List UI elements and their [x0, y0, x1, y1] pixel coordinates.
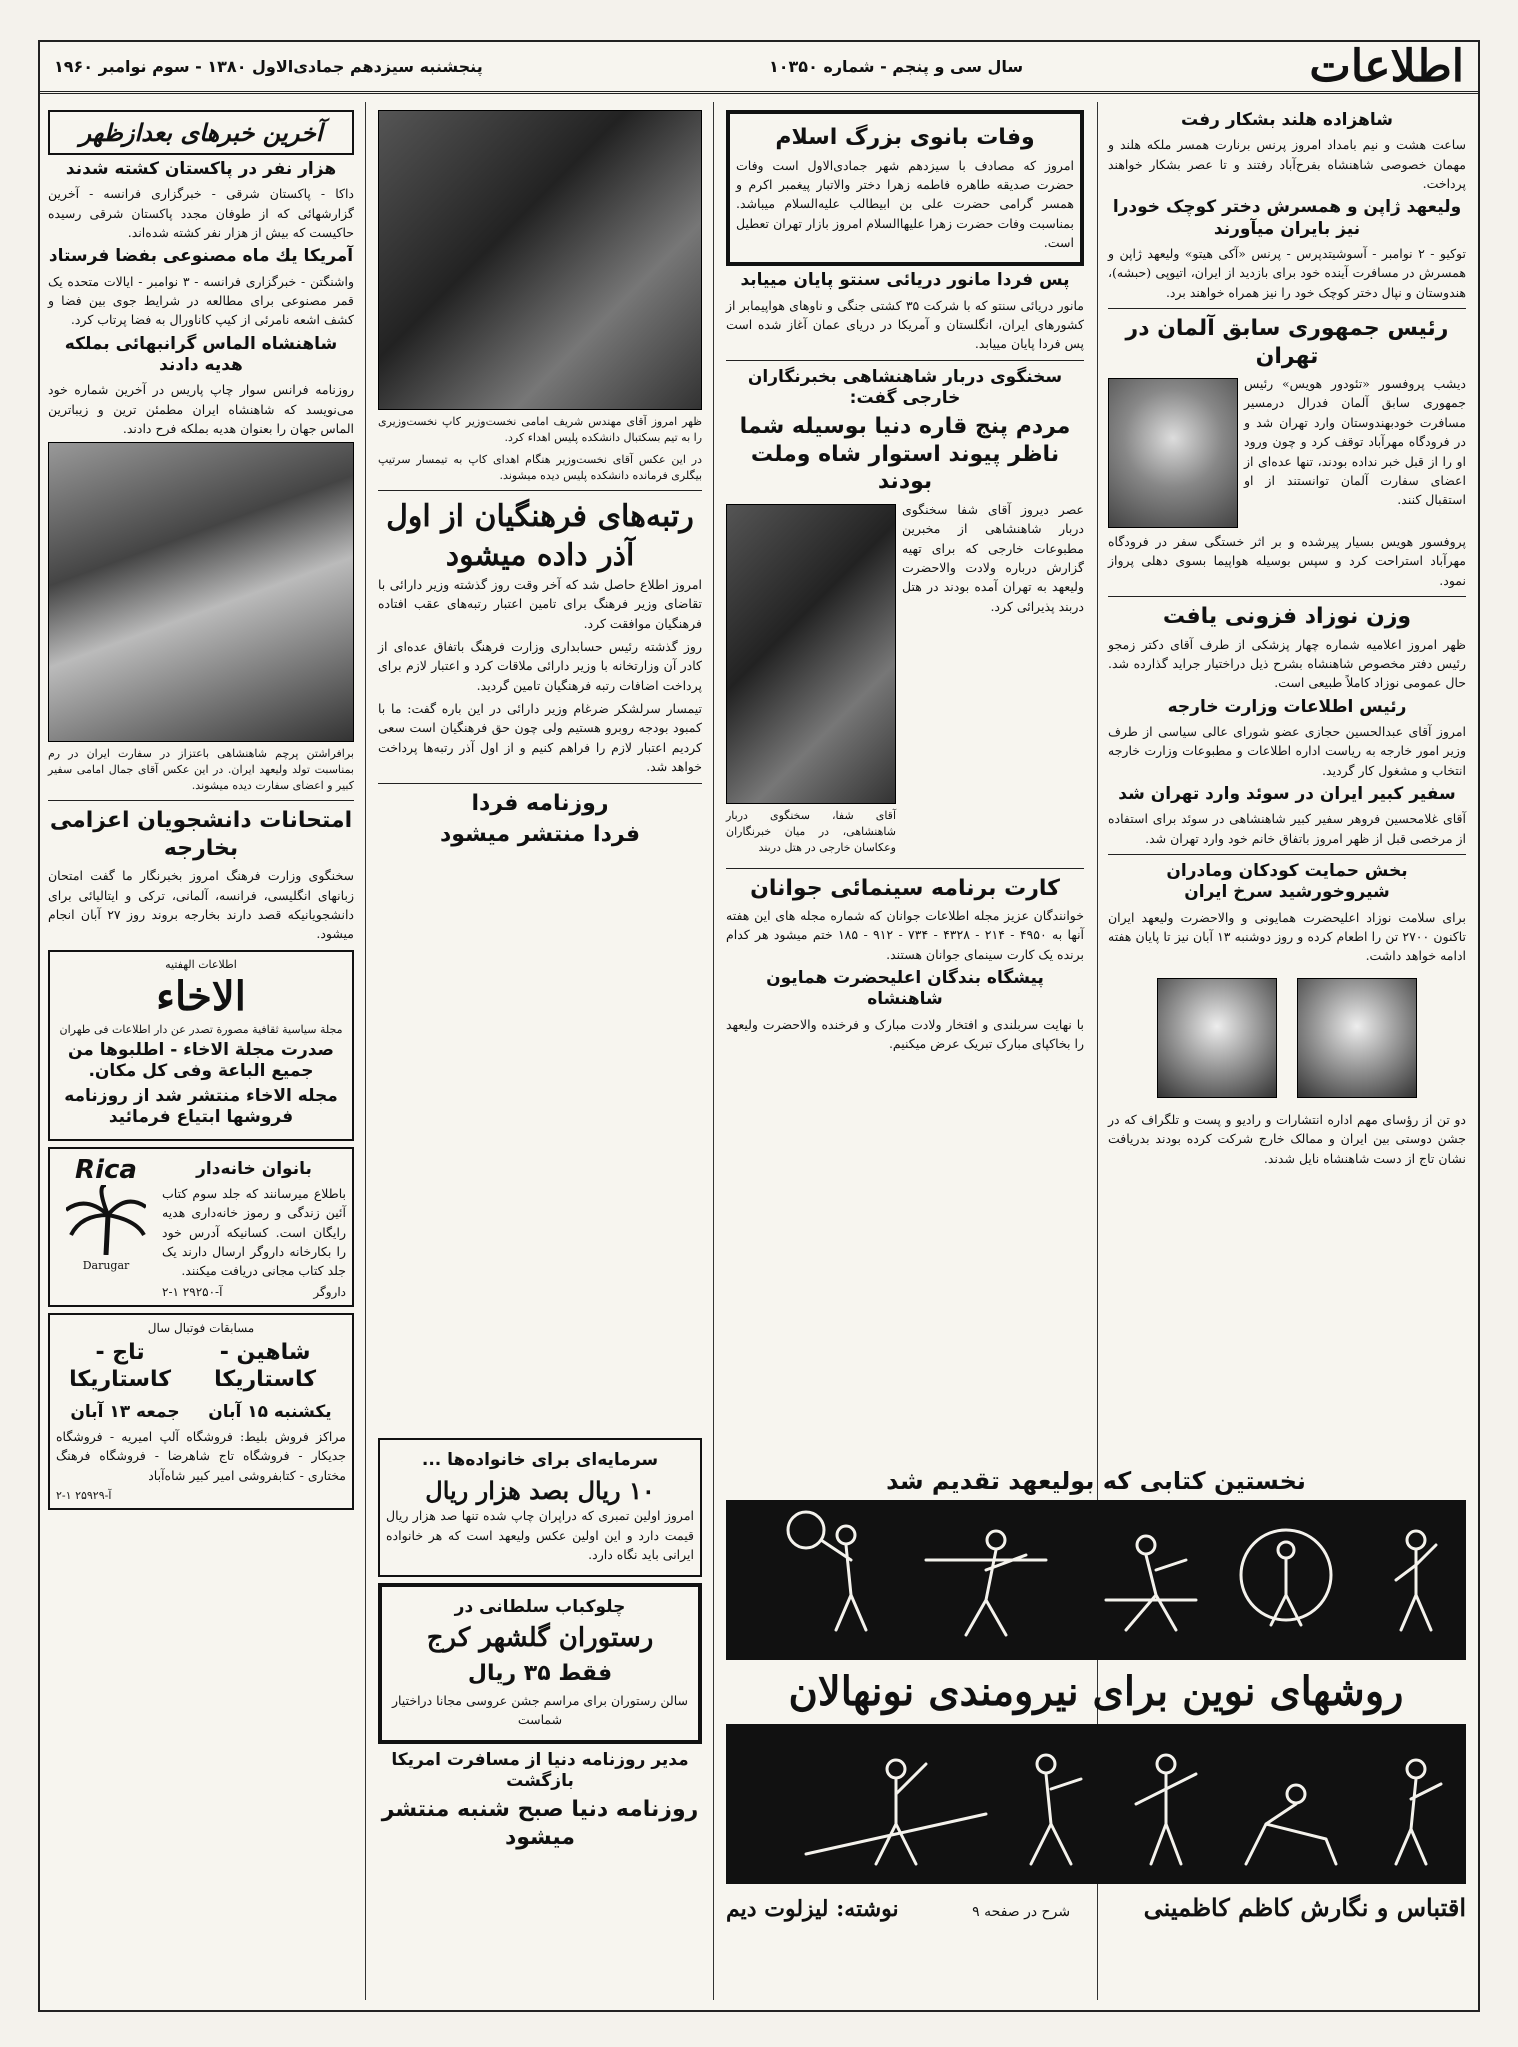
al-ikha-note-2: مجله الاخاء منتشر شد از روزنامه فروشها ابتیاع فرمائید [64, 1086, 338, 1128]
darugar-sign: داروگر [313, 1284, 346, 1299]
darugar-brand: Darugar [82, 1258, 130, 1272]
newspaper-logo: اطلاعات [1309, 41, 1464, 92]
headline-ministry: رئیس اطلاعات وزارت خارجه [1167, 696, 1407, 717]
football-head: مسابقات فوتبال سال [147, 1320, 255, 1335]
portrait-official-1-photo [1297, 978, 1417, 1098]
restaurant-note: سالن رستوران برای مراسم جشن عروسی مجانا دراختیار شماست [391, 1693, 689, 1728]
stamp-ad-slogan: ۱۰ ریال بصد هزار ریال [425, 1476, 655, 1506]
portrait-heuss-photo [1108, 378, 1238, 528]
exercise-illustrations-bottom [726, 1724, 1466, 1884]
al-ikha-note: صدرت مجلة الاخاء - اطلبوها من جمیع الباعة وفی کل مکان. [68, 1039, 334, 1081]
credit-adapter: اقتباس و نگارش کاظم کاظمینی [1143, 1893, 1466, 1922]
dunya-saturday: روزنامه دنیا صبح شنبه منتشر میشود [381, 1797, 699, 1850]
article-royal-address: با نهایت سربلندی و افتخار ولادت مبارک و فرخنده والاحضرت ولیعهد را بخاکپای مبارک تبریک عرض میکنیم. [726, 1016, 1084, 1052]
press-reception-photo [726, 504, 896, 804]
article-sweden-ambassador: آقای غلامحسین فروهر سفیر کبیر شاهنشاهی در سوئد برای استفاده از مرخصی قبل از ظهر امروز باتفاق خانم خود وارد تهران شد. [1108, 811, 1466, 846]
article-germany: دیشب پروفسور «تئودور هویس» رئیس جمهوری سابق آلمان فدرال درمسیر مسافرت خودبهندوستان وارد تهران شد و در فرودگاه مهرآباد توقف کرد و چون ورود او را از قبل خبر نداده بودند، تنها عده‌ای از اعضای سفارت آلمان توانستند از او استقبال کنند. [1244, 376, 1466, 508]
article-teacher-ranks-2: روز گذشته رئیس حسابداری وزارت فرهنگ باتفاق عده‌ای از کادر آن وزارتخانه با وزیر دارائی ملاقات کرد و اعتبار لازم برای پرداخت اضافات رتبه فرهنگیان تامین گردید. [378, 638, 702, 693]
exercise-illustrations-top [726, 1500, 1466, 1660]
caption-flag-raising: برافراشتن پرچم شاهنشاهی باعتزاز در سفارت ایران در رم بمناسبت تولد ولیعهد ایران. در این عکس آقای جمال امامی سفیر کبیر و اعضای سفارت دیده میشوند. [48, 747, 354, 793]
headline-cinema-card: کارت برنامه سینمائی جوانان [750, 875, 1060, 901]
exercise-figures-svg-bottom [726, 1724, 1466, 1884]
football-code: آ-۲۵۹۲۹ ۱-۲ [56, 1489, 112, 1503]
football-date-1: یکشنبه ۱۵ آبان [208, 1401, 332, 1422]
football-ad [48, 1313, 354, 1510]
article-japan: توکیو - ۲ نوامبر - آسوشیتدپرس - پرنس «آکی هیتو» ولیعهد ژاپن و همسرش در مسافرت آینده خود برای بازدید از ایران، اتیوپی (حبشه)، هندوستان و نپال دختر کوچک خود را نیز همراه خواهند برد. [1108, 245, 1466, 300]
headline-exams: امتحانات دانشجویان اعزامی بخارجه [49, 808, 353, 861]
issue-date: پنجشنبه سیزدهم جمادی‌الاول ۱۳۸۰ - سوم نوامبر ۱۹۶۰ [54, 57, 483, 76]
football-match-2: تاج - کاستاریکا [69, 1339, 172, 1393]
middle-ads [372, 1432, 708, 2002]
palm-tree-icon [66, 1185, 146, 1255]
issue-number: سال سی و پنجم - شماره ۱۰۳۵۰ [769, 57, 1024, 76]
portrait-official-2-photo [1157, 978, 1277, 1098]
headline-obituary: وفات بانوی بزرگ اسلام [775, 125, 1035, 150]
book-feature [720, 1462, 1472, 2002]
credit-continued: شرح در صفحه ۹ [972, 1904, 1071, 1920]
football-match-1: شاهین - کاستاریکا [214, 1339, 317, 1393]
headline-spokesman: سخنگوی دربار شاهنشاهی بخبرنگاران خارجی گفت: [747, 366, 1063, 408]
banner-afternoon-news: آخرین خبرهای بعدازظهر [48, 110, 354, 155]
ladies-headline: بانوان خانه‌دار [196, 1158, 312, 1179]
al-ikha-tag: اطلاعات الهفتیه [165, 957, 237, 971]
rica-brand: Rica [75, 1154, 137, 1185]
restaurant-ad [378, 1583, 702, 1744]
article-cento: مانور دریائی سنتو که با شرکت ۳۵ کشتی جنگی و ناوهای هواپیمابر از کشورهای ایران، انگلستان و آمریکا در دریای عمان آغاز شده است پس فردا پایان مییابد. [726, 297, 1084, 352]
dunya-editor-return: مدیر روزنامه دنیا از مسافرت امریکا بازگشت [391, 1749, 689, 1792]
headline-pakistan: هزار نفر در پاکستان کشته شدند [65, 159, 337, 179]
darugar-ad [48, 1147, 354, 1307]
article-red-lion: برای سلامت نوزاد اعلیحضرت همایونی و والاحضرت ولیعهد ایران تاکنون ۲۷۰۰ تن را اطعام کرده و روز دوشنبه ۱۳ آبان نیز تا پایان هفته ادامه خواهد داشت. [1108, 909, 1466, 964]
headline-first-book: نخستین کتابی که بولیعهد تقدیم شد [886, 1467, 1306, 1495]
football-date-2: جمعه ۱۳ آبان [70, 1401, 180, 1422]
headline-red-lion: بخش حمایت کودکان ومادران شیروخورشید سرخ ایران [1166, 861, 1408, 903]
al-ikha-subtitle: مجلة سیاسیة ثقافیة مصورة تصدر عن دار اطلاعات فی طهران [59, 1022, 343, 1036]
ladies-text: باطلاع میرسانند که جلد سوم کتاب آئین زندگی و رموز خانه‌داری هدیه رایگان است. کسانیکه آدرس خود را بکارخانه داروگر ارسال دارند یک جلد کتاب مجانی دریافت میکنند. [162, 1185, 346, 1279]
caption-cup-1: ظهر امروز آقای مهندس شریف امامی نخست‌وزیر کاپ نخست‌وزیری را به تیم بسکتبال دانشکده پلیس اهداء کرد. [378, 415, 702, 444]
newspaper-page [38, 40, 1480, 2012]
article-teacher-ranks: امروز اطلاع حاصل شد که آخر وقت روز گذشته وزیر دارائی با تقاضای وزیر فرهنگ برای تامین اعتبار رتبه‌های عقب افتاده فرهنگیان موافقت کرد. [378, 576, 702, 631]
headline-dutch-prince: شاهزاده هلند بشکار رفت [1181, 110, 1393, 130]
exercise-figures-svg-top [726, 1500, 1466, 1660]
headline-sweden-ambassador: سفیر کبیر ایران در سوئد وارد تهران شد [1118, 784, 1456, 805]
restaurant-ad-head: چلوکباب سلطانی در [454, 1596, 626, 1617]
column-2 [720, 102, 1090, 1450]
stamp-ad [378, 1438, 702, 1577]
banner-youth-fitness: روشهای نوین برای نیرومندی نونهالان [788, 1668, 1404, 1715]
headline-farda-paper: روزنامه فردا [471, 790, 609, 816]
obituary-box [726, 110, 1084, 266]
stamp-ad-text: امروز اولین تمبری که دراپران چاپ شده تنها صد هزار ریال قیمت دارد و این اولین عکس ولیعهد است که هر خانواده ایرانی باید نگاه دارد. [386, 1508, 694, 1563]
football-sales: مراکز فروش بلیط: فروشگاه آلپ امیریه - فروشگاه جدیکار - فروشگاه تاج شاهرضا - فروشگاه فرهنگ مختاری - کتابفروشی امیر کبیر شاه‌آباد [56, 1429, 346, 1483]
headline-germany: رئیس جمهوری سابق آلمان در تهران [1125, 316, 1449, 369]
article-ministry: امروز آقای عبدالحسین حجازی عضو شورای عالی سیاسی از طرف وزیر امور خارجه به ریاست اداره اطلاعات و مطبوعات وزارت خارجه انتخاب و مشغول کار گردید. [1108, 724, 1466, 778]
headline-us-satellite: آمریکا یك ماه مصنوعی بفضا فرستاد [48, 246, 354, 267]
article-exams: سخنگوی وزارت فرهنگ امروز بخبرنگار ما گفت امتحان زبانهای انگلیسی، فرانسه، آلمانی، ترکی و ایتالیائی برای دانشجویانیکه قصد دارند بخارجه بروند روز ۲۷ آبان انجام میشود. [48, 868, 354, 942]
headline-royal-address: پیشگاه بندگان اعلیحضرت همایون شاهنشاه [766, 968, 1044, 1010]
al-ikha-ad [48, 950, 354, 1141]
caption-press-reception: آقای شفا، سخنگوی دربار شاهنشاهی، در میان خبرنگاران وعکاسان خارجی در هتل دربند [726, 808, 896, 854]
article-five-continents: عصر دیروز آقای شفا سخنگوی دربار شاهنشاهی از مخبرین مطبوعات خارجی که برای تهیه گزارش درباره ولادت والاحضرت ولیعهد به تهران آمده بودند در هتل دربند پذیرائی کرد. [902, 501, 1084, 614]
masthead [40, 42, 1478, 94]
al-ikha-title: الاخاء [156, 972, 246, 1020]
caption-cup-2: در این عکس آقای نخست‌وزیر هنگام اهدای کاپ به تیمسار سرتیپ بیگلری فرمانده دانشکده پلیس دیده میشوند. [378, 452, 702, 482]
article-us-satellite: واشنگتن - خبرگزاری فرانسه - ۳ نوامبر - ایالات متحده یک قمر مصنوعی برای مطالعه در شرایط جوی بین فضا و کشف اشعه نامرئی از کیپ کاناورال به فضا پرتاب کرد. [48, 273, 354, 328]
article-diamond: روزنامه فرانس سوار چاپ پاریس در آخرین شماره خود می‌نویسد که شاهنشاه ایران مطمئن ترین و زیباترین الماس جهان را بعنوان هدیه بملکه فرح دادند. [48, 382, 354, 436]
article-officials: دو تن از رؤسای مهم اداره انتشارات و رادیو و پست و تلگراف که در جشن دوستی بین ایران و ممالک خارج شرکت کرده بودند بدریافت نشان تاج از دست شاهنشاه نایل شدند. [1108, 1111, 1466, 1166]
rica-logo [56, 1155, 156, 1299]
restaurant-name: رستوران گلشهر کرج [426, 1622, 654, 1653]
headline-teacher-ranks: رتبه‌های فرهنگیان از اول آذر داده میشود [386, 498, 694, 573]
prime-minister-cup-photo [378, 110, 702, 410]
headline-cento: پس فردا مانور دریائی سنتو پایان مییابد [740, 270, 1070, 291]
article-germany-2: پروفسور هویس بسیار پیرشده و بر اثر خستگی سفر در فرودگاه مهرآباد استراحت کرد و سپس بوسیله هواپیما بسوی دهلی پرواز نمود. [1108, 534, 1466, 588]
article-obituary: امروز که مصادف با سیزدهم شهر جمادی‌الاول است وفات حضرت صدیقه طاهره فاطمه زهرا دختر والاتبار پیغمبر اکرم و همسر گرامی حضرت علی بن ابیطالب علیه‌السلام میباشد. بمناسبت وفات حضرت زهرا علیهاالسلام امروز بازار تهران تعطیل است. [736, 157, 1074, 250]
headline-farda-paper-2: فردا منتشر میشود [440, 822, 640, 847]
headline-baby-weight: وزن نوزاد فزونی یافت [1162, 604, 1412, 630]
article-teacher-ranks-3: تیمسار سرلشکر ضرغام وزیر دارائی در این باره گفت: ما با کمبود بودجه روبرو هستیم ولی چون حق فرهنگیان است سعی کردیم اعتبار لازم را فراهم کنیم و از اول آذر رتبه‌ها پرداخت خواهد شد. [378, 701, 702, 775]
restaurant-price: فقط ۳۵ ریال [467, 1660, 613, 1686]
headline-japan: ولیعهد ژاپن و همسرش دختر کوچک خودرا نیز بایران میآورند [1112, 197, 1462, 239]
article-baby-weight: ظهر امروز اعلامیه شماره چهار پزشکی از طرف آقای دکتر زمجو رئیس دفتر مخصوص شاهنشاه بشرح ذیل دراختیار جراید گذارده شد. حال عمومی نوزاد کاملاً طبیعی است. [1108, 636, 1466, 691]
stamp-ad-head: سرمایه‌ای برای خانواده‌ها ... [421, 1450, 659, 1470]
darugar-code: آ-۲۹۲۵۰ ۱-۲ [162, 1284, 223, 1299]
headline-diamond: شاهنشاه الماس گرانبهائی بملکه هدیه دادند [64, 333, 338, 375]
article-pakistan: داکا - پاکستان شرقی - خبرگزاری فرانسه - آخرین گزارشهائی که از طوفان مجدد پاکستان شرقی رسیده حاکیست که بیش از هزار نفر کشته شده‌اند. [48, 186, 354, 240]
credit-author: نوشته: لیزلوت دیم [726, 1896, 899, 1922]
flag-raising-photo [48, 442, 354, 742]
article-cinema-card: خوانندگان عزیز مجله اطلاعات جوانان که شماره مجله های این هفته آنها به ۴۹۵۰ - ۲۱۴ - ۴۳۲۸ - ۷۳۴ - ۹۱۲ - ۱۸۵ ختم میشود هر کدام برنده یک کارت سینمای جوانان هستند. [726, 908, 1085, 962]
column-4 [42, 102, 360, 2002]
headline-five-continents: مردم پنج قاره دنیا بوسیله شما ناظر پیوند استوار شاه وملت بودند [739, 414, 1071, 495]
article-dutch-prince: ساعت هشت و نیم بامداد امروز پرنس برنارت همسر ملکه هلند و مهمان خصوصی شاهنشاه بفرح‌آباد رفتند و تا عصر بشکار خواهند پرداخت. [1108, 137, 1466, 191]
